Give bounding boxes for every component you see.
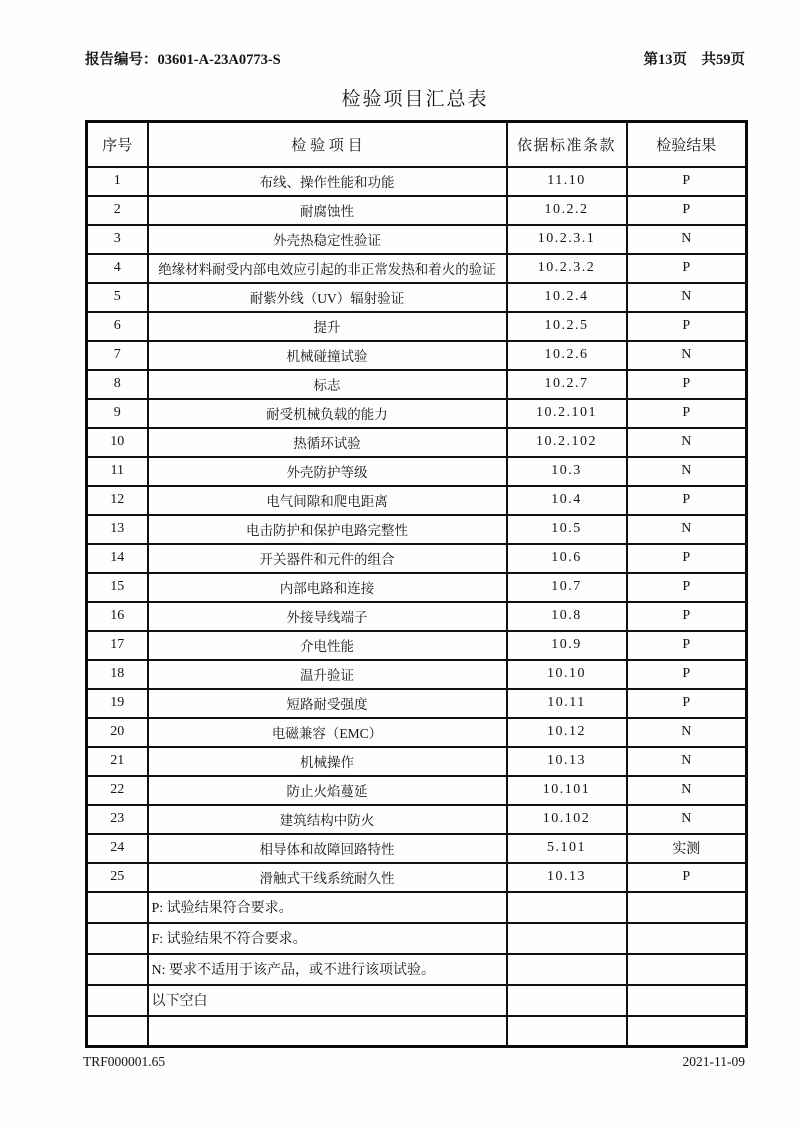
test-result: P — [627, 167, 747, 196]
inspection-item: 耐紫外线（UV）辐射验证 — [148, 283, 507, 312]
document-footer — [83, 1054, 745, 1070]
inspection-item: 标志 — [148, 370, 507, 399]
inspection-item: 温升验证 — [148, 660, 507, 689]
empty-cell — [627, 954, 747, 985]
row-number: 4 — [87, 254, 148, 283]
table-row — [87, 660, 747, 689]
empty-cell — [87, 954, 148, 985]
row-number: 25 — [87, 863, 148, 892]
test-result: N — [627, 515, 747, 544]
footer-date: 2021-11-09 — [682, 1054, 745, 1069]
empty-cell — [507, 985, 627, 1016]
inspection-item: 热循环试验 — [148, 428, 507, 457]
standard-clause: 10.2.3.1 — [507, 225, 627, 254]
inspection-item: 机械碰撞试验 — [148, 341, 507, 370]
inspection-item: 外壳热稳定性验证 — [148, 225, 507, 254]
test-result: 实测 — [627, 834, 747, 863]
inspection-item: 外接导线端子 — [148, 602, 507, 631]
legend-note: F: 试验结果不符合要求。 — [148, 923, 507, 954]
inspection-item: 外壳防护等级 — [148, 457, 507, 486]
table-header-row — [87, 122, 747, 167]
row-number: 15 — [87, 573, 148, 602]
empty-cell — [507, 954, 627, 985]
table-row — [87, 457, 747, 486]
test-result: N — [627, 776, 747, 805]
table-row — [87, 399, 747, 428]
row-number: 24 — [87, 834, 148, 863]
inspection-item: 电击防护和保护电路完整性 — [148, 515, 507, 544]
document-header — [85, 48, 745, 69]
test-result: P — [627, 370, 747, 399]
inspection-item: 布线、操作性能和功能 — [148, 167, 507, 196]
col-header-result: 检验结果 — [627, 122, 747, 167]
row-number: 9 — [87, 399, 148, 428]
page-indicator: 第13页 共59页 — [643, 52, 745, 68]
row-number: 7 — [87, 341, 148, 370]
inspection-item: 电磁兼容（EMC） — [148, 718, 507, 747]
report-number: 报告编号：03601-A-23A0773-S — [85, 52, 281, 68]
inspection-summary-table — [85, 120, 748, 1048]
row-number: 18 — [87, 660, 148, 689]
row-number: 8 — [87, 370, 148, 399]
test-result: P — [627, 660, 747, 689]
test-result: N — [627, 283, 747, 312]
test-result: N — [627, 805, 747, 834]
table-row — [87, 341, 747, 370]
standard-clause: 10.2.101 — [507, 399, 627, 428]
empty-cell — [627, 892, 747, 923]
test-result: N — [627, 457, 747, 486]
inspection-item: 建筑结构中防火 — [148, 805, 507, 834]
table-row — [87, 428, 747, 457]
legend-note — [148, 1016, 507, 1047]
standard-clause: 10.13 — [507, 863, 627, 892]
inspection-item: 相导体和故障回路特性 — [148, 834, 507, 863]
empty-cell — [507, 923, 627, 954]
table-row — [87, 225, 747, 254]
empty-cell — [507, 1016, 627, 1047]
standard-clause: 10.2.6 — [507, 341, 627, 370]
table-row — [87, 689, 747, 718]
standard-clause: 10.12 — [507, 718, 627, 747]
table-row — [87, 370, 747, 399]
test-result: P — [627, 544, 747, 573]
inspection-item: 绝缘材料耐受内部电效应引起的非正常发热和着火的验证 — [148, 254, 507, 283]
empty-cell — [87, 985, 148, 1016]
test-result: P — [627, 863, 747, 892]
row-number: 21 — [87, 747, 148, 776]
row-number: 22 — [87, 776, 148, 805]
page-title: 检验项目汇总表 — [341, 89, 489, 110]
inspection-item: 耐腐蚀性 — [148, 196, 507, 225]
test-result: N — [627, 225, 747, 254]
test-result: P — [627, 399, 747, 428]
row-number: 11 — [87, 457, 148, 486]
test-result: N — [627, 341, 747, 370]
row-number: 2 — [87, 196, 148, 225]
standard-clause: 10.2.5 — [507, 312, 627, 341]
standard-clause: 10.10 — [507, 660, 627, 689]
trf-code: TRF000001.65 — [83, 1054, 166, 1069]
inspection-item: 机械操作 — [148, 747, 507, 776]
inspection-item: 电气间隙和爬电距离 — [148, 486, 507, 515]
row-number: 12 — [87, 486, 148, 515]
empty-cell — [627, 1016, 747, 1047]
test-result: P — [627, 196, 747, 225]
legend-note: N: 要求不适用于该产品，或不进行该项试验。 — [148, 954, 507, 985]
standard-clause: 10.5 — [507, 515, 627, 544]
legend-note: 以下空白 — [148, 985, 507, 1016]
row-number: 17 — [87, 631, 148, 660]
row-number: 23 — [87, 805, 148, 834]
table-row — [87, 283, 747, 312]
table-row — [87, 167, 747, 196]
standard-clause: 10.3 — [507, 457, 627, 486]
table-row — [87, 544, 747, 573]
standard-clause: 10.4 — [507, 486, 627, 515]
legend-row — [87, 892, 747, 923]
standard-clause: 10.13 — [507, 747, 627, 776]
empty-cell — [87, 892, 148, 923]
table-row — [87, 718, 747, 747]
test-result: P — [627, 631, 747, 660]
empty-cell — [87, 1016, 148, 1047]
test-result: N — [627, 428, 747, 457]
standard-clause: 10.6 — [507, 544, 627, 573]
empty-cell — [507, 892, 627, 923]
row-number: 10 — [87, 428, 148, 457]
standard-clause: 10.2.2 — [507, 196, 627, 225]
inspection-item: 介电性能 — [148, 631, 507, 660]
legend-row — [87, 985, 747, 1016]
standard-clause: 10.9 — [507, 631, 627, 660]
table-row — [87, 254, 747, 283]
row-number: 1 — [87, 167, 148, 196]
row-number: 16 — [87, 602, 148, 631]
empty-cell — [87, 923, 148, 954]
test-result: P — [627, 689, 747, 718]
inspection-item: 防止火焰蔓延 — [148, 776, 507, 805]
table-row — [87, 515, 747, 544]
test-result: P — [627, 486, 747, 515]
row-number: 6 — [87, 312, 148, 341]
table-row — [87, 776, 747, 805]
test-result: P — [627, 602, 747, 631]
standard-clause: 5.101 — [507, 834, 627, 863]
row-number: 14 — [87, 544, 148, 573]
row-number: 3 — [87, 225, 148, 254]
empty-cell — [627, 985, 747, 1016]
test-result: P — [627, 312, 747, 341]
row-number: 13 — [87, 515, 148, 544]
row-number: 20 — [87, 718, 148, 747]
table-row — [87, 834, 747, 863]
table-row — [87, 486, 747, 515]
legend-row — [87, 923, 747, 954]
table-row — [87, 602, 747, 631]
standard-clause: 10.11 — [507, 689, 627, 718]
table-row — [87, 747, 747, 776]
standard-clause: 10.2.102 — [507, 428, 627, 457]
standard-clause: 10.101 — [507, 776, 627, 805]
test-result: P — [627, 573, 747, 602]
inspection-item: 滑触式干线系统耐久性 — [148, 863, 507, 892]
inspection-item: 开关器件和元件的组合 — [148, 544, 507, 573]
legend-row — [87, 954, 747, 985]
standard-clause: 10.8 — [507, 602, 627, 631]
row-number: 19 — [87, 689, 148, 718]
row-number: 5 — [87, 283, 148, 312]
test-result: N — [627, 718, 747, 747]
table-row — [87, 631, 747, 660]
legend-row — [87, 1016, 747, 1047]
standard-clause: 10.2.3.2 — [507, 254, 627, 283]
inspection-item: 耐受机械负载的能力 — [148, 399, 507, 428]
table-row — [87, 805, 747, 834]
test-result: P — [627, 254, 747, 283]
empty-cell — [627, 923, 747, 954]
inspection-item: 短路耐受强度 — [148, 689, 507, 718]
standard-clause: 11.10 — [507, 167, 627, 196]
col-header-item: 检 验 项 目 — [148, 122, 507, 167]
table-row — [87, 312, 747, 341]
table-row — [87, 196, 747, 225]
standard-clause: 10.2.4 — [507, 283, 627, 312]
inspection-item: 提升 — [148, 312, 507, 341]
inspection-item: 内部电路和连接 — [148, 573, 507, 602]
test-result: N — [627, 747, 747, 776]
table-row — [87, 573, 747, 602]
table-row — [87, 863, 747, 892]
legend-note: P: 试验结果符合要求。 — [148, 892, 507, 923]
col-header-clause: 依据标准条款 — [507, 122, 627, 167]
standard-clause: 10.7 — [507, 573, 627, 602]
standard-clause: 10.102 — [507, 805, 627, 834]
standard-clause: 10.2.7 — [507, 370, 627, 399]
col-header-no: 序号 — [87, 122, 148, 167]
